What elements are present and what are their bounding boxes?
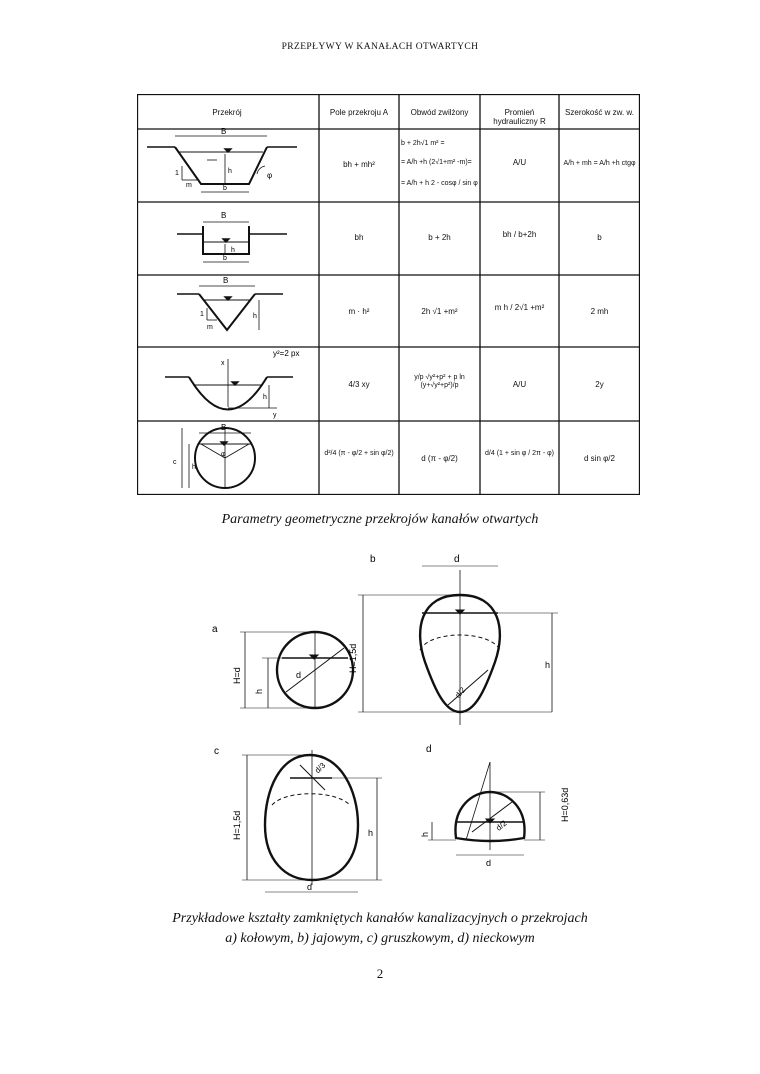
row4-width: 2y [595, 380, 604, 389]
row1-width: A/h + mh = A/h +h ctgφ [563, 160, 636, 167]
trap-label-1: 1 [175, 170, 179, 177]
row5-radius: d/4 (1 + sin φ / 2π - φ) [485, 450, 554, 457]
rect-label-B: B [221, 211, 227, 220]
trap-label-b: b [223, 185, 227, 192]
row4-area: 4/3 xy [348, 380, 370, 389]
row3-perimeter: 2h √1 +m² [421, 307, 458, 316]
fig-c-pear [242, 750, 382, 892]
fig-b-d2: d/2 [453, 685, 468, 700]
geometry-table [137, 94, 640, 495]
fig-a-h: h [254, 688, 264, 694]
trap-label-h: h [228, 168, 232, 175]
fig-d-h: h [420, 831, 430, 837]
row5-perimeter: d (π - φ/2) [421, 454, 458, 463]
fig-c-H: H=1,5d [232, 810, 242, 840]
parabola-section-drawing [165, 359, 293, 410]
rect-label-b: b [223, 255, 227, 262]
row1-radius: A/U [512, 158, 527, 167]
fig-b-d: d [454, 554, 460, 565]
fig-b-egg [358, 566, 558, 725]
parab-label-eq: y²=2 px [273, 349, 300, 358]
row2-perimeter: b + 2h [428, 233, 451, 242]
page-number: 2 [376, 966, 384, 981]
figure-caption-line1: Przykładowe kształty zamkniętych kanałów kanalizacyjnych o przekrojach [172, 911, 588, 926]
tri-label-h: h [253, 313, 257, 320]
fig-d-H: H=0,63d [560, 787, 570, 822]
row5-width: d sin φ/2 [584, 454, 615, 463]
fig-c-d: d [307, 882, 313, 892]
sewer-cross-sections-figure [0, 540, 760, 910]
table-grid [137, 94, 640, 495]
row3-width: 2 mh [590, 307, 609, 316]
row1-perimeter-c: = A/h + h 2 - cosφ / sin φ [401, 180, 478, 187]
fig-a-H: H=d [232, 667, 242, 684]
rectangle-section-drawing [177, 222, 287, 262]
tri-label-B: B [223, 276, 229, 285]
trap-label-m: m [186, 182, 192, 189]
header-width: Szerokość w zw. w. [565, 108, 634, 117]
parab-label-y: y [273, 412, 277, 419]
trap-label-B: B [221, 127, 227, 136]
row3-radius: m h / 2√1 +m² [494, 303, 545, 312]
circle-section-drawing [182, 428, 255, 488]
trap-label-phi: φ [267, 171, 273, 180]
row2-width: b [597, 233, 602, 242]
row3-area: m · h² [348, 307, 370, 316]
fig-c-d3: d/3 [313, 760, 328, 776]
circ-label-phi: φ [221, 451, 226, 458]
tri-label-1: 1 [200, 311, 204, 318]
row2-radius: bh / b+2h [502, 230, 537, 239]
fig-c-h: h [368, 828, 374, 838]
row1-perimeter-b: = A/h +h (2√1+m² -m)= [401, 159, 472, 166]
circ-label-B: B [221, 423, 227, 432]
tri-label-m: m [207, 324, 213, 331]
parab-label-x: x [221, 360, 225, 367]
trapezoid-section-drawing [147, 136, 297, 192]
rect-label-h: h [231, 247, 235, 254]
fig-b-H: H=1,5d [348, 643, 358, 673]
row2-area: bh [354, 233, 364, 242]
fig-c-letter: c [214, 746, 219, 757]
figure-caption-line2: a) kołowym, b) jajowym, c) gruszkowym, d) nieckowym [225, 931, 535, 946]
row4-perimeter: y/p √y²+p² + p ln (y+√y²+p²)/p [414, 374, 465, 390]
row5-area: d²/4 (π - φ/2 + sin φ/2) [324, 450, 394, 457]
triangle-section-drawing [177, 286, 283, 330]
row4-radius: A/U [512, 380, 527, 389]
header-przekroj: Przekrój [212, 108, 242, 117]
table-caption: Parametry geometryczne przekrojów kanałów otwartych [221, 512, 539, 527]
fig-d-trough [428, 762, 545, 855]
fig-d-letter: d [426, 744, 432, 755]
running-header: PRZEPŁYWY W KANAŁACH OTWARTYCH [281, 42, 479, 52]
fig-d-d: d [486, 858, 492, 868]
circ-label-h: h [192, 464, 196, 471]
header-radius: Promień hydrauliczny R [493, 108, 546, 127]
circ-label-c: c [173, 459, 177, 466]
fig-a-d: d [296, 670, 302, 680]
fig-d-d2: d/2 [494, 818, 509, 833]
row1-perimeter-a: b + 2h√1 m² = [401, 140, 445, 147]
parab-label-h: h [263, 394, 267, 401]
fig-b-h: h [545, 660, 551, 670]
header-perimeter: Obwód zwilżony [410, 108, 469, 117]
fig-a-letter: a [212, 624, 218, 635]
row1-area: bh + mh² [343, 160, 375, 169]
header-area: Pole przekroju A [329, 108, 389, 117]
fig-b-letter: b [370, 554, 376, 565]
